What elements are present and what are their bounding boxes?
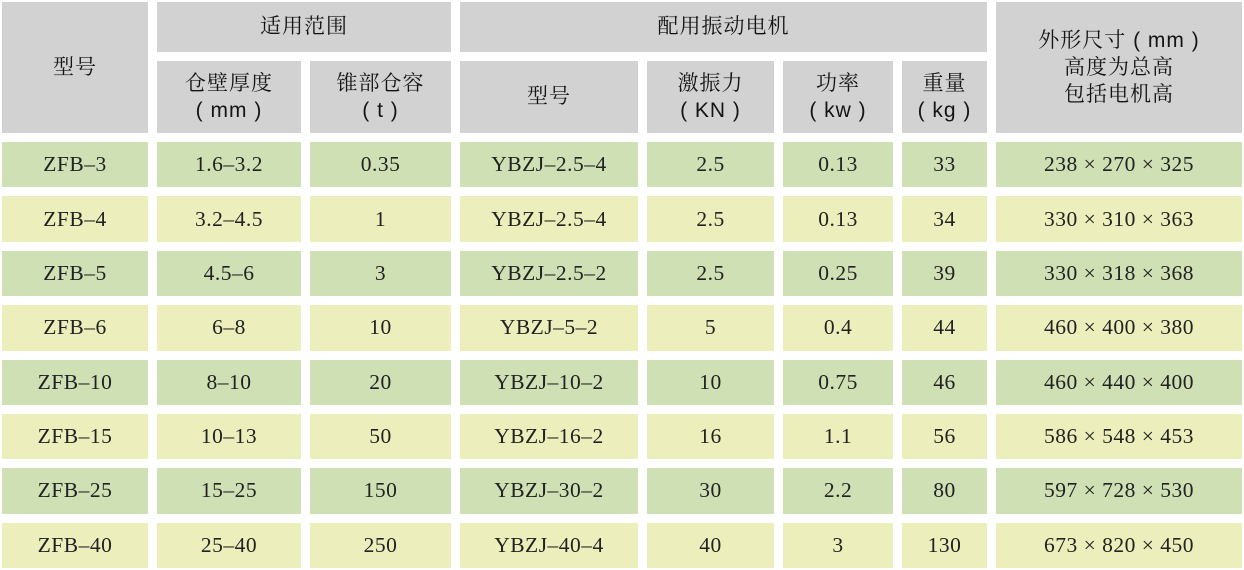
header-wall-thickness — [157, 61, 301, 133]
cell-wall-thickness-row4: 6–8 — [157, 305, 301, 350]
cell-model-row7: ZFB–25 — [2, 468, 148, 513]
header-range-group-label: 适用范围 — [260, 15, 348, 39]
cell-weight-row8: 130 — [902, 523, 987, 568]
header-cone-capacity — [310, 61, 451, 133]
cell-dimensions-row2: 330 × 310 × 363 — [996, 196, 1242, 241]
cell-dimensions-row7: 597 × 728 × 530 — [996, 468, 1242, 513]
header-motor-model — [460, 61, 638, 133]
header-dimensions — [996, 2, 1242, 133]
header-range-group — [157, 2, 451, 52]
cell-weight-row2: 34 — [902, 196, 987, 241]
cell-cone-capacity-row1: 0.35 — [310, 142, 451, 187]
header-dimensions-line1: 外形尺寸 ( mm ) — [1038, 28, 1200, 52]
cell-model-row1: ZFB–3 — [2, 142, 148, 187]
header-motor-model-label: 型号 — [527, 85, 571, 109]
header-model-label: 型号 — [53, 55, 97, 79]
cell-excitation-force-row6: 16 — [647, 414, 774, 459]
cell-weight-row1: 33 — [902, 142, 987, 187]
cell-dimensions-row4: 460 × 400 × 380 — [996, 305, 1242, 350]
cell-model-row8: ZFB–40 — [2, 523, 148, 568]
header-weight-line1: 重量 — [922, 71, 967, 95]
header-power — [783, 61, 893, 133]
header-power-unit: ( kw ) — [809, 99, 867, 122]
header-wall-thickness-unit: ( mm ) — [195, 99, 263, 122]
cell-model-row3: ZFB–5 — [2, 251, 148, 296]
cell-motor-model-row7: YBZJ–30–2 — [460, 468, 638, 513]
cell-wall-thickness-row1: 1.6–3.2 — [157, 142, 301, 187]
cell-model-row6: ZFB–15 — [2, 414, 148, 459]
cell-power-row2: 0.13 — [783, 196, 893, 241]
cell-power-row5: 0.75 — [783, 360, 893, 405]
header-weight-unit: ( kg ) — [917, 99, 972, 122]
header-excitation-force — [647, 61, 774, 133]
header-excitation-force-unit: ( KN ) — [680, 99, 741, 122]
cell-cone-capacity-row3: 3 — [310, 251, 451, 296]
header-motor-group-label: 配用振动电机 — [657, 15, 790, 39]
cell-power-row4: 0.4 — [783, 305, 893, 350]
cell-wall-thickness-row8: 25–40 — [157, 523, 301, 568]
cell-dimensions-row5: 460 × 440 × 400 — [996, 360, 1242, 405]
cell-excitation-force-row7: 30 — [647, 468, 774, 513]
cell-power-row8: 3 — [783, 523, 893, 568]
cell-power-row6: 1.1 — [783, 414, 893, 459]
cell-weight-row7: 80 — [902, 468, 987, 513]
cell-weight-row6: 56 — [902, 414, 987, 459]
cell-wall-thickness-row5: 8–10 — [157, 360, 301, 405]
header-model — [2, 2, 148, 133]
cell-cone-capacity-row7: 150 — [310, 468, 451, 513]
cell-motor-model-row3: YBZJ–2.5–2 — [460, 251, 638, 296]
cell-model-row2: ZFB–4 — [2, 196, 148, 241]
cell-wall-thickness-row6: 10–13 — [157, 414, 301, 459]
cell-dimensions-row1: 238 × 270 × 325 — [996, 142, 1242, 187]
cell-motor-model-row8: YBZJ–40–4 — [460, 523, 638, 568]
cell-cone-capacity-row2: 1 — [310, 196, 451, 241]
cell-model-row4: ZFB–6 — [2, 305, 148, 350]
cell-excitation-force-row4: 5 — [647, 305, 774, 350]
cell-motor-model-row1: YBZJ–2.5–4 — [460, 142, 638, 187]
cell-weight-row4: 44 — [902, 305, 987, 350]
cell-motor-model-row5: YBZJ–10–2 — [460, 360, 638, 405]
cell-dimensions-row8: 673 × 820 × 450 — [996, 523, 1242, 568]
header-wall-thickness-line1: 仓壁厚度 — [185, 71, 273, 95]
cell-excitation-force-row3: 2.5 — [647, 251, 774, 296]
cell-power-row7: 2.2 — [783, 468, 893, 513]
header-cone-capacity-line1: 锥部仓容 — [336, 71, 425, 95]
cell-dimensions-row3: 330 × 318 × 368 — [996, 251, 1242, 296]
cell-dimensions-row6: 586 × 548 × 453 — [996, 414, 1242, 459]
cell-wall-thickness-row7: 15–25 — [157, 468, 301, 513]
cell-cone-capacity-row8: 250 — [310, 523, 451, 568]
cell-cone-capacity-row5: 20 — [310, 360, 451, 405]
header-dimensions-line2: 高度为总高 — [1064, 55, 1174, 79]
cell-excitation-force-row2: 2.5 — [647, 196, 774, 241]
header-motor-group — [460, 2, 987, 52]
cell-excitation-force-row8: 40 — [647, 523, 774, 568]
cell-power-row1: 0.13 — [783, 142, 893, 187]
cell-motor-model-row4: YBZJ–5–2 — [460, 305, 638, 350]
cell-wall-thickness-row3: 4.5–6 — [157, 251, 301, 296]
cell-motor-model-row6: YBZJ–16–2 — [460, 414, 638, 459]
cell-power-row3: 0.25 — [783, 251, 893, 296]
cell-excitation-force-row5: 10 — [647, 360, 774, 405]
cell-weight-row5: 46 — [902, 360, 987, 405]
cell-excitation-force-row1: 2.5 — [647, 142, 774, 187]
cell-weight-row3: 39 — [902, 251, 987, 296]
cell-model-row5: ZFB–10 — [2, 360, 148, 405]
header-cone-capacity-unit: ( t ) — [362, 99, 399, 122]
cell-wall-thickness-row2: 3.2–4.5 — [157, 196, 301, 241]
header-excitation-force-line1: 激振力 — [677, 71, 744, 95]
header-dimensions-line3: 包括电机高 — [1064, 83, 1174, 107]
cell-cone-capacity-row4: 10 — [310, 305, 451, 350]
cell-motor-model-row2: YBZJ–2.5–4 — [460, 196, 638, 241]
cell-cone-capacity-row6: 50 — [310, 414, 451, 459]
header-weight — [902, 61, 987, 133]
header-power-line1: 功率 — [816, 71, 860, 95]
